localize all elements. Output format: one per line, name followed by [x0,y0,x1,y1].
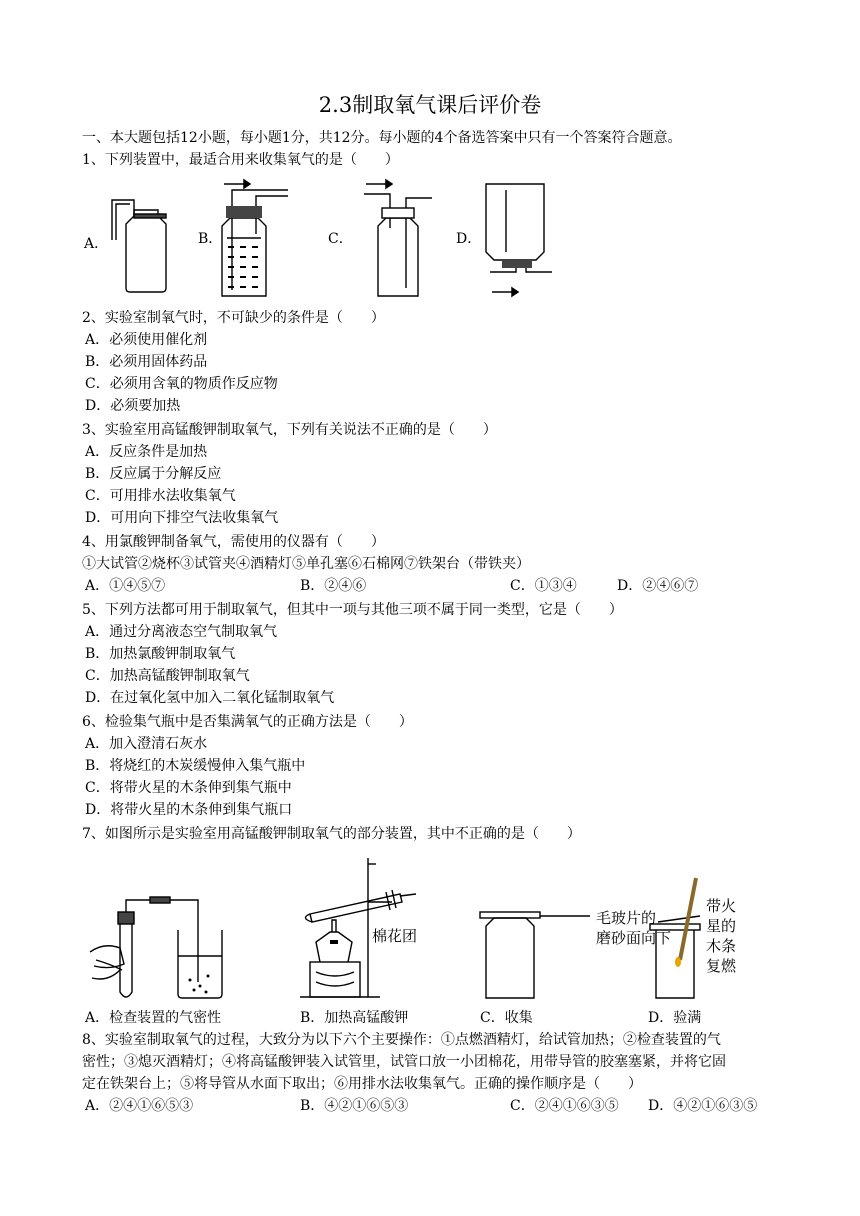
question-6-option-a: A．加入澄清石灰水 [85,736,208,752]
question-3-option-b: B．反应属于分解反应 [85,466,222,482]
question-4-option-d: D．②④⑥⑦ [617,578,699,594]
question-2-option-a: A．必须使用催化剂 [85,332,208,348]
question-7-stem: 7、如图所示是实验室用高锰酸钾制取氧气的部分装置，其中不正确的是（ ） [82,826,581,842]
question-4-option-b: B．②④⑥ [300,578,367,594]
question-3-option-c: C．可用排水法收集氧气 [85,488,236,504]
question-8-option-d: D．④②①⑥③⑤ [648,1098,758,1114]
question-5-option-b: B．加热氯酸钾制取氧气 [85,646,236,662]
question-7-label-stick-3: 木条 [706,937,737,955]
question-8-option-b: B．④②①⑥⑤③ [300,1098,409,1114]
question-4-instrument-list: ①大试管②烧杯③试管夹④酒精灯⑤单孔塞⑥石棉网⑦铁架台（带铁夹） [82,556,530,572]
question-7-label-glass-2: 磨砂面向下 [596,929,672,947]
question-5-option-c: C．加热高锰酸钾制取氧气 [85,668,250,684]
question-7-option-a: A．检查装置的气密性 [85,1010,222,1026]
question-7-option-d: D．验满 [648,1010,702,1026]
question-1-figure-label-b: B． [198,231,223,247]
question-3-stem: 3、实验室用高锰酸钾制取氧气，下列有关说法不正确的是（ ） [82,422,497,438]
question-1-figure-label-d: D． [456,231,482,247]
question-7-label-stick-1: 带火 [706,897,737,915]
question-1-figure-label-c: C． [328,231,353,247]
question-4-option-a: A．①④⑤⑦ [85,578,166,594]
question-7-label-glass-1: 毛玻片的 [596,909,657,927]
question-2-stem: 2、实验室制氧气时，不可缺少的条件是（ ） [82,310,385,326]
section-intro: 一、本大题包括12小题，每小题1分，共12分。每小题的4个备选答案中只有一个答案符合题意。 [82,130,682,146]
question-5-option-d: D．在过氧化氢中加入二氧化锰制取氧气 [85,690,335,706]
question-8-stem-line-1: 8、实验室制取氧气的过程，大致分为以下六个主要操作：①点燃酒精灯，给试管加热；②检查装置的气 [82,1032,721,1048]
question-6-option-c: C．将带火星的木条伸到集气瓶中 [85,780,292,796]
question-7-option-b: B．加热高锰酸钾 [300,1010,409,1026]
question-6-stem: 6、检验集气瓶中是否集满氧气的正确方法是（ ） [82,714,413,730]
question-6-option-d: D．将带火星的木条伸到集气瓶口 [85,802,293,818]
question-4-stem: 4、用氯酸钾制备氧气，需使用的仪器有（ ） [82,534,385,550]
question-2-option-c: C．必须用含氧的物质作反应物 [85,376,278,392]
question-4-option-c: C．①③④ [510,578,577,594]
question-5-option-a: A．通过分离液态空气制取氧气 [85,624,278,640]
question-5-stem: 5、下列方法都可用于制取氧气，但其中一项与其他三项不属于同一类型，它是（ ） [82,602,623,618]
question-1-stem: 1、下列装置中，最适合用来收集氧气的是（ ） [82,152,399,168]
question-2-option-d: D．必须要加热 [85,398,181,414]
page-title: 2.3制取氧气课后评价卷 [318,93,542,117]
question-7-label-stick-2: 星的 [706,917,737,935]
question-8-option-c: C．②④①⑥③⑤ [510,1098,619,1114]
question-3-option-d: D．可用向下排空气法收集氧气 [85,510,279,526]
question-7-label-cotton: 棉花团 [372,927,418,945]
question-6-option-b: B．将烧红的木炭缓慢伸入集气瓶中 [85,758,306,774]
question-3-option-a: A．反应条件是加热 [85,444,208,460]
question-8-stem-line-2: 密性；③熄灭酒精灯；④将高锰酸钾装入试管里，试管口放一小团棉花，用带导管的胶塞塞紧，并将它固 [82,1054,726,1070]
question-1-figure-label-a: A． [84,236,109,252]
question-8-option-a: A．②④①⑥⑤③ [85,1098,194,1114]
question-7-label-stick-4: 复燃 [706,957,737,975]
question-7-option-c: C．收集 [480,1010,533,1026]
question-2-option-b: B．必须用固体药品 [85,354,208,370]
question-8-stem-line-3: 定在铁架台上；⑤将导管从水面下取出；⑥用排水法收集氧气。正确的操作顺序是（ ） [82,1076,642,1092]
